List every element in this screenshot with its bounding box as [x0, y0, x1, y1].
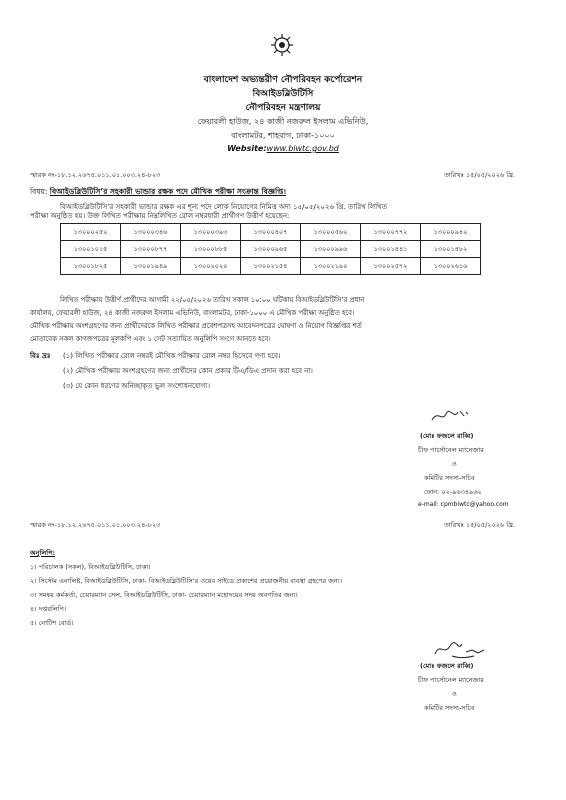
- roll-cell: ১৩০০২০২০: [181, 258, 241, 275]
- memo-ref-2: স্মারক নং-১৮.১২.২৬৭৫.০১১.০১.০০৩.২৪-৮২৩: [30, 521, 161, 529]
- address-line-1: ফেয়ারলী হাউজ, ২৪ কাজী নজরুল ইসলাম এভিনিউ,: [197, 117, 369, 126]
- ministry-name: নৌপরিবহন মন্ত্রণালয়: [245, 103, 321, 113]
- website-line: [0, 144, 566, 153]
- signatory-and-2: ও: [452, 690, 457, 698]
- copy-item: ২। সিস্টেম এনালিষ্ট, বিআইডব্লিউটিসি, ঢাকা- বিআইডব্লিউটিসি’র ওয়েব সাইডে প্রকাশের প্রয়োজনীয় ব্যবস্থা গ্রহণের জন্য।: [30, 577, 343, 585]
- copy-item: ৩। সমন্বয় কর্মকর্তা, চেয়ারম্যান সেল, বিআইডব্লিউটিসি, ঢাকা- চেয়ারম্যান মহোদয়ের সদয় অবগতির জন্য।: [30, 591, 298, 599]
- table-row: [61, 224, 481, 241]
- roll-cell: ১৩০০২৫৭২: [361, 258, 421, 275]
- roll-cell: ১৩০০০৯৪০: [421, 224, 481, 241]
- subject-line: [30, 187, 286, 199]
- roll-cell: ১৩০০১৯৪৯: [121, 258, 181, 275]
- website-label: Website:: [227, 144, 267, 153]
- roll-cell: ১৩০০২১৫৪: [241, 258, 301, 275]
- signatory-email[interactable]: e-mail: cpmbiwtc@yahoo.com: [418, 501, 509, 508]
- signatory-name-2: (মোঃ ফজলে রাব্বি): [420, 662, 474, 670]
- roll-cell: ১৩০০০৩৪৬: [121, 224, 181, 241]
- signature-2: [432, 638, 488, 663]
- roll-cell: ১৩০০০৯৯৬: [301, 241, 361, 258]
- signatory-title-2: চীফ পার্সোনেল ম্যানেজার: [418, 676, 484, 684]
- roll-cell: ১৩০০১৪৪১: [361, 241, 421, 258]
- roll-cell: ১৩০০০৮৭৭: [121, 241, 181, 258]
- body-line-2: কার্যালয়, ফেয়ারলী হাউজ, ২৪ কাজী নজরুল ইসলাম এভিনিউ, বাংলামটর, ঢাকা-১০০০ এ মৌখিক পরীক্ষা অনুষ্ঠিত হবে।: [30, 309, 355, 317]
- signatory-role-1: কমিটির সদস্য-সচিব: [424, 474, 475, 482]
- corporation-logo: [270, 33, 294, 57]
- subject-text: বিআইডব্লিউটিসি’র সহকারী ভান্ডার রক্ষক পদে মৌখিক পরীক্ষা সংক্রান্ত বিজ্ঞপ্তি।: [49, 187, 286, 196]
- roll-cell: ১৩০০০৮৮৫: [181, 241, 241, 258]
- copies-label: অনুলিপি:: [30, 549, 56, 557]
- roll-cell: ১৩০০০২৫০: [61, 224, 121, 241]
- roll-cell: ১৩০০১৮২৫: [61, 258, 121, 275]
- roll-cell: ১৩০০১৪৮২: [421, 241, 481, 258]
- note-item: (১) লিখিত পরীক্ষার রোল নম্বরই মৌখিক পরীক্ষার রোল নম্বর হিসেবে গণ্য হবে।: [63, 352, 281, 360]
- copy-item: ১। পরিচালক (সকল), বিআইডব্লিউটিসি, ঢাকা।: [30, 563, 151, 571]
- signatory-phone: ফোন: ০২-৯৬৩৪৯৬২: [424, 488, 482, 496]
- memo-date-2: তারিখঃ ১৫/০৫/২০২৬ খ্রি.: [444, 521, 515, 529]
- signatory-title-1: চীফ পার্সোনেল ম্যানেজার: [418, 446, 484, 454]
- address-line-2: বাংলামটর, শাহবাগ, ঢাকা-১০০০: [231, 131, 335, 140]
- roll-number-table: [60, 223, 481, 275]
- notes-label: বিঃ দ্রঃ: [30, 352, 51, 360]
- roll-cell: ১৩০০০৫৬০: [301, 224, 361, 241]
- memo-ref: স্মারক নং-১৮.১২.২৬৭৫.০১১.০১.০০৩.২৪-৮২৩: [30, 171, 161, 179]
- roll-cell: ১৩০০০৭৭২: [361, 224, 421, 241]
- note-item: (২) মৌখিক পরীক্ষায় অংশগ্রহণের জন্য প্রার্থীদের কোন প্রকার টিএ/ডিএ প্রদান করা হবে না।: [63, 367, 313, 375]
- roll-cell: ১৩০০২১৯০: [301, 258, 361, 275]
- signatory-role-2: কমিটির সদস্য-সচিব: [424, 704, 475, 712]
- intro-line-2: পরীক্ষা অনুষ্ঠিত হয়। উক্ত লিখিত পরীক্ষায় নিম্নলিখিত রোল নম্বরধারী প্রার্থীগণ উত্তীর্ণ হয়েছেন:: [30, 212, 290, 220]
- roll-cell: ১৩০০২৬১৬: [421, 258, 481, 275]
- signatory-name-1: (মোঃ ফজলে রাব্বি): [420, 432, 474, 440]
- signature-1: [430, 408, 470, 427]
- intro-line-1: বিআইডব্লিউটিসি’র সহকারী ভান্ডার রক্ষক এর শূন্য পদে লোক নিয়োগের নিমিত্ত অদ্য ১৫/০৫/২০২৬ খ্রি. তারিখ লিখিত: [60, 203, 387, 211]
- table-row: [61, 241, 481, 258]
- corporation-short-name: বিআইডব্লিউটিসি: [252, 89, 314, 99]
- body-line-3: মৌখিক পরীক্ষায় অংশগ্রহণের জন্য প্রার্থীদেরকে লিখিত পরীক্ষার প্রবেশপত্রসহ আবেদনপত্রের ঘোষণা ও নিয়োগ বিজ্ঞপ্তির শর্ত: [30, 322, 362, 330]
- corporation-name: বাংলাদেশ অভ্যন্তরীণ নৌপরিবহন কর্পোরেশন: [203, 75, 363, 85]
- signatory-and-1: ও: [452, 460, 457, 468]
- copy-item: ৫। নোটিশ বোর্ড।: [30, 619, 74, 627]
- roll-cell: ১৩০০০৩৯৩: [181, 224, 241, 241]
- website-link[interactable]: www.biwtc.gov.bd: [266, 144, 339, 153]
- roll-cell: ১৩০০০৪০৭: [241, 224, 301, 241]
- body-line-4: মোতাবেক সকল কাগজপত্রের মূলকপি এবং ১ সেট সত্যায়িত অনুলিপি সংগে আনতে হবে।: [30, 335, 271, 343]
- memo-date: তারিখঃ ১৫/০৫/২০২৬ খ্রি.: [444, 171, 515, 179]
- copy-item: ৪। দপ্তরলিপি।: [30, 605, 67, 613]
- body-line-1: লিখিত পরীক্ষায় উত্তীর্ণ প্রার্থীদের আগামী ২২/০৫/২০২৬ তারিখ সকাল ১০:০০ ঘটিকায় বিআইডব্লিউটিসি’র প্রধান: [60, 296, 365, 304]
- note-item: (৩) যে কোন ধরণের অনিচ্ছাকৃত ভুল সংশোধনযোগ্য।: [63, 382, 211, 390]
- roll-cell: ১৩০০১০১৫: [61, 241, 121, 258]
- roll-cell: ১৩০০০৯৬৫: [241, 241, 301, 258]
- table-row: [61, 258, 481, 275]
- subject-label: বিষয়:: [30, 187, 48, 196]
